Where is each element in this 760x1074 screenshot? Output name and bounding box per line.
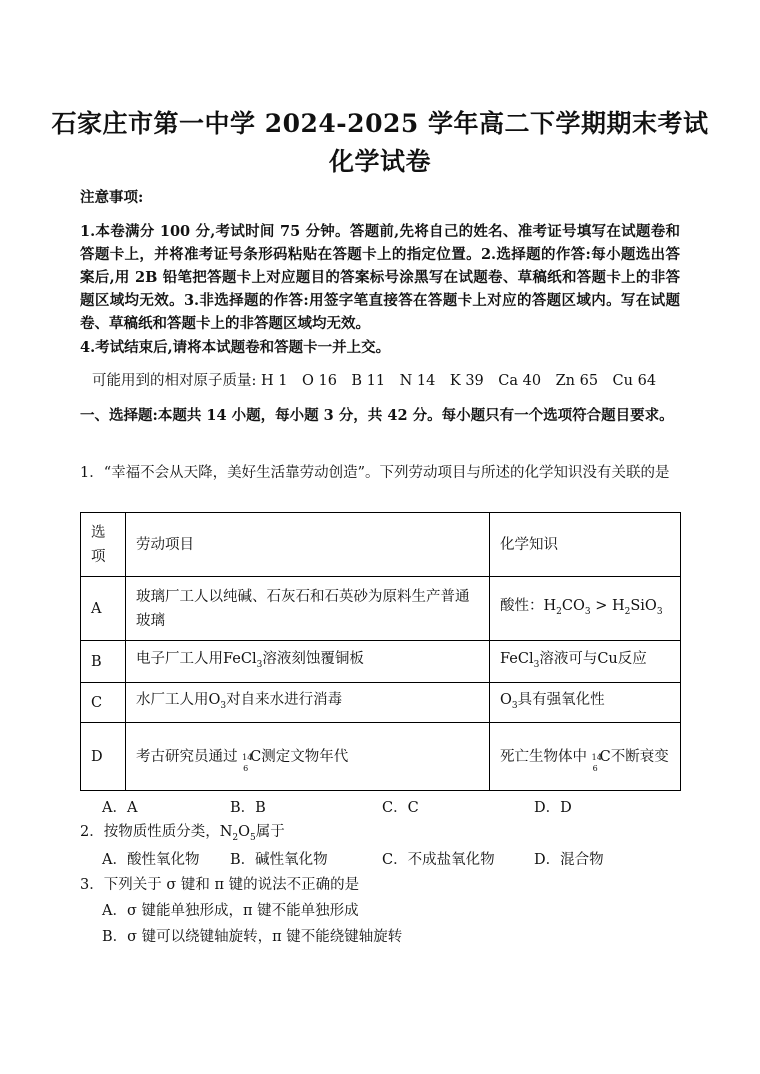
q3-option-b[interactable]: B．σ 键可以绕键轴旋转，π 键不能绕键轴旋转 bbox=[102, 929, 403, 945]
n2o5-formula: $N_2O_5$ bbox=[219, 824, 256, 843]
q2-stem-suffix: 属于 bbox=[255, 824, 285, 840]
section-1-heading: 一、选择题:本题共 14 小题，每小题 3 分，共 42 分。每小题只有一个选项符合题目要求。 bbox=[80, 407, 674, 424]
q1-option-a[interactable]: A．A bbox=[102, 800, 138, 816]
q2-option-c[interactable]: C．不成盐氧化物 bbox=[382, 852, 495, 868]
q3-stem: 3．下列关于 σ 键和 π 键的说法不正确的是 bbox=[80, 877, 360, 893]
header-option bbox=[81, 513, 126, 577]
row-c-labor-suffix: 对自来水进行消毒 bbox=[226, 691, 343, 708]
c14-isotope-2: 14 6 bbox=[591, 752, 602, 773]
q1-table bbox=[80, 512, 681, 791]
row-b-labor bbox=[126, 641, 490, 683]
row-d-labor-suffix: 测定文物年代 bbox=[261, 748, 349, 765]
row-c-labor bbox=[126, 683, 490, 723]
q2-option-a[interactable]: A．酸性氧化物 bbox=[102, 852, 200, 868]
row-a-option: A bbox=[81, 577, 126, 641]
fecl3-formula-2: FeCl$_3$ bbox=[500, 650, 540, 670]
header-knowledge: 化学知识 bbox=[490, 513, 681, 577]
row-b-knowledge-end: 反应 bbox=[617, 650, 647, 667]
row-d-knowledge-suffix: 不断衰变 bbox=[610, 748, 669, 765]
o3-formula-2: $O_3$ bbox=[500, 691, 518, 711]
notes-item-4: 4.考试结束后,请将本试题卷和答题卡一并上交。 bbox=[80, 339, 391, 356]
q1-stem: 1．“幸福不会从天降，美好生活靠劳动创造”。下列劳动项目与所述的化学知识没有关联的是 bbox=[80, 465, 670, 481]
q2-stem bbox=[80, 821, 680, 850]
row-d-option: D bbox=[81, 723, 126, 791]
row-d-knowledge-prefix: 死亡生物体中 bbox=[500, 748, 587, 765]
header-option-label: 选项 bbox=[91, 524, 106, 565]
q2-stem-prefix: 2．按物质性质分类， bbox=[80, 824, 220, 840]
row-a-knowledge bbox=[490, 577, 681, 641]
row-b-labor-prefix: 电子厂工人用 bbox=[136, 650, 223, 667]
row-a-knowledge-prefix: 酸性： bbox=[500, 597, 544, 614]
row-b-option: B bbox=[81, 641, 126, 683]
row-d-knowledge: 死亡生物体中 14 6 C不断衰变 bbox=[490, 723, 681, 791]
o3-formula: $O_3$ bbox=[208, 691, 227, 711]
fecl3-formula: FeCl$_3$ bbox=[223, 650, 263, 670]
row-b-labor-suffix: 溶液刻蚀覆铜板 bbox=[262, 650, 364, 667]
row-b-knowledge bbox=[490, 641, 681, 683]
q1-option-d[interactable]: D．D bbox=[534, 800, 572, 816]
exam-title: 石家庄市第一中学 2024-2025 学年高二下学期期末考试 bbox=[51, 109, 709, 138]
row-c-knowledge-suffix: 具有强氧化性 bbox=[517, 691, 605, 708]
table-row-a bbox=[81, 577, 681, 641]
header-labor: 劳动项目 bbox=[126, 513, 490, 577]
row-a-labor: 玻璃厂工人以纯碱、石灰石和石英砂为原料生产普通玻璃 bbox=[126, 577, 490, 641]
row-b-knowledge-suffix: 溶液可与 bbox=[539, 650, 598, 667]
atomic-masses: 可能用到的相对原子质量: H 1 O 16 B 11 N 14 K 39 Ca 40 Zn 65 Cu 64 bbox=[92, 373, 657, 389]
q1-option-c[interactable]: C．C bbox=[382, 800, 419, 816]
row-a-formula: $H_2CO_3 > H_2SiO_3$ bbox=[543, 597, 663, 617]
cu-symbol: Cu bbox=[597, 650, 618, 667]
table-header-row bbox=[81, 513, 681, 577]
q2-option-d[interactable]: D．混合物 bbox=[534, 852, 604, 868]
row-d-labor-prefix: 考古研究员通过 bbox=[136, 748, 238, 765]
q1-option-b[interactable]: B．B bbox=[230, 800, 266, 816]
table-row-b bbox=[81, 641, 681, 683]
row-c-option: C bbox=[81, 683, 126, 723]
table-row-c bbox=[81, 683, 681, 723]
q3-option-a[interactable]: A．σ 键能单独形成，π 键不能单独形成 bbox=[102, 903, 359, 919]
c14-isotope: 14 6 bbox=[242, 752, 253, 773]
table-row-d bbox=[81, 723, 681, 791]
row-c-labor-prefix: 水厂工人用 bbox=[136, 691, 209, 708]
notes-heading: 注意事项: bbox=[80, 189, 144, 206]
row-d-labor: 考古研究员通过 14 6 C测定文物年代 bbox=[126, 723, 490, 791]
exam-subtitle: 化学试卷 bbox=[328, 147, 431, 176]
row-c-knowledge bbox=[490, 683, 681, 723]
notes-item-1: 1.本卷满分 100 分,考试时间 75 分钟。答题前,先将自己的姓名、准考证号填写在试题卷和答题卡上，并将准考证号条形码粘贴在答题卡上的指定位置。2.选择题的作答:每小题选出答案后,用 2B 铅笔把答题卡上对应题目的答案标号涂黑写在试题卷、草稿纸和答题卡上的非答题区域均无效。3.非选择题的作答:用签字笔直接答在答题卡上对应的答题区域内。写在试题卷、草稿纸和答题卡上的非答题区域均无效。 bbox=[80, 223, 680, 332]
q2-option-b[interactable]: B．碱性氧化物 bbox=[230, 852, 328, 868]
